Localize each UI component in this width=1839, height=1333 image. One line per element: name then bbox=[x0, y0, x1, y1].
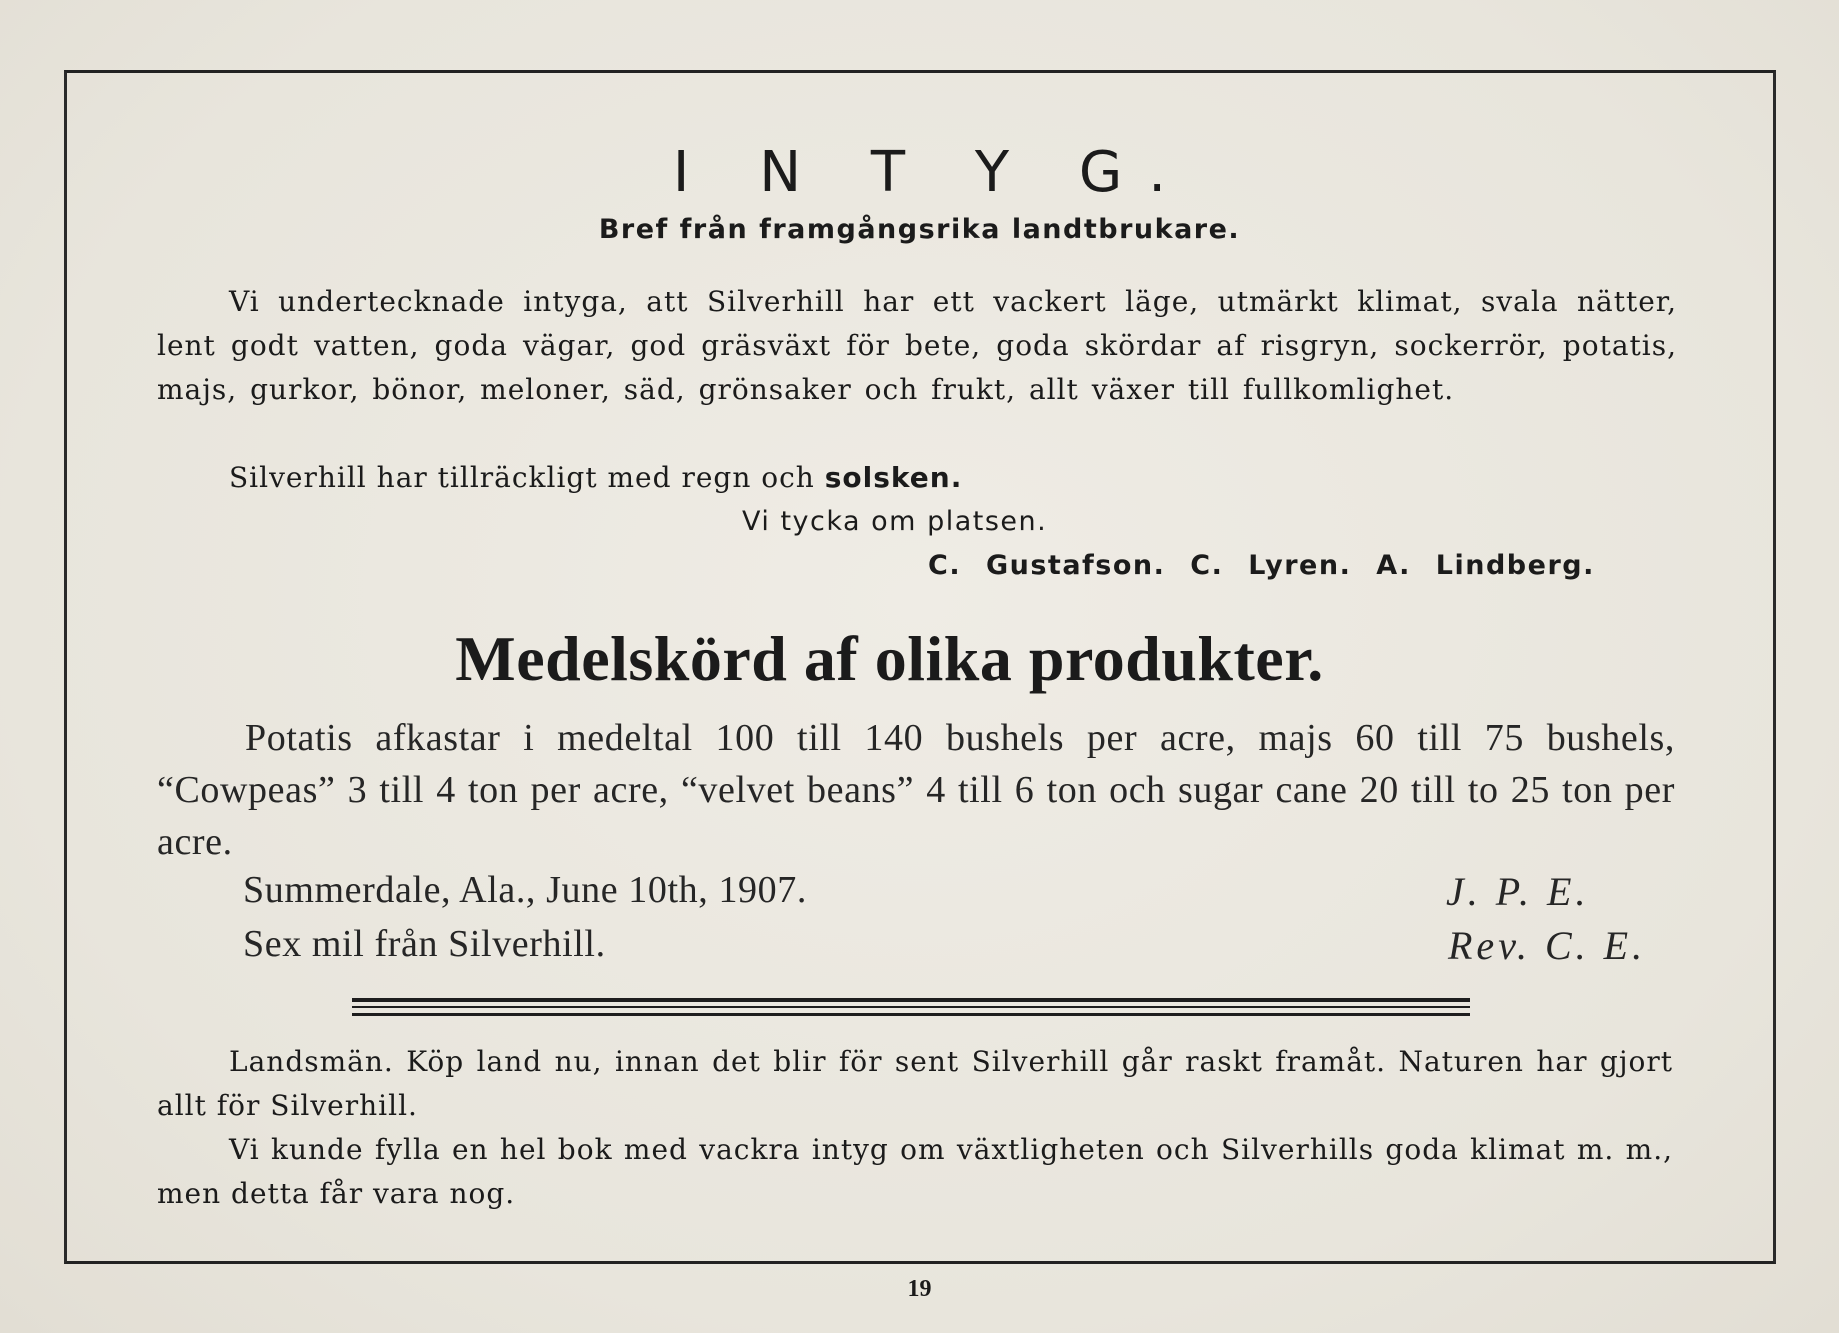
yield-heading: Medelskörd af olika produkter. bbox=[455, 623, 1324, 694]
page-number: 19 bbox=[907, 1276, 932, 1302]
testimonial-paragraph: Vi undertecknade intyga, att Silverhill har ett vackert läge, utmärkt klimat, svala nätter, lent godt vatten, goda vägar, god gräsväxt för bete, goda skördar af risgryn, sockerrör, potatis, majs, gurkor, bönor, meloner, säd, grönsaker och frukt, allt växer till fullkomlighet. bbox=[157, 285, 1677, 406]
yield-paragraph: Potatis afkastar i medeltal 100 till 140 bushels per acre, majs 60 till 75 bushels, “Cowpeas” 3 till 4 ton per acre, “velvet beans” 4 till 6 ton och sugar cane 20 till to 25 ton per acre. bbox=[157, 717, 1675, 863]
closing-paragraph-1: Landsmän. Köp land nu, innan det blir för sent Silverhill går raskt framåt. Naturen har gjort allt för Silverhill. bbox=[157, 1045, 1673, 1122]
distance-line: Sex mil från Silverhill. bbox=[243, 923, 606, 965]
rain-line-text: Silverhill har tillräckligt med regn och bbox=[229, 461, 815, 494]
page-subtitle: Bref från framgångsrika landtbrukare. bbox=[598, 214, 1241, 245]
divider-rule bbox=[352, 1006, 1470, 1008]
like-place-line: Vi tycka om platsen. bbox=[742, 506, 1048, 537]
initials-jpe: J. P. E. bbox=[1446, 869, 1590, 914]
divider-rule bbox=[352, 1013, 1470, 1016]
divider-rule bbox=[352, 998, 1470, 1002]
sunshine-word: solsken. bbox=[824, 461, 963, 494]
rain-sunshine-line bbox=[229, 456, 962, 500]
closing-paragraph-2: Vi kunde fylla en hel bok med vackra intyg om växtligheten och Silverhills goda klimat m. m., men detta får vara nog. bbox=[157, 1133, 1673, 1210]
signers-line: C. Gustafson. C. Lyren. A. Lindberg. bbox=[928, 550, 1595, 581]
place-date-line: Summerdale, Ala., June 10th, 1907. bbox=[243, 869, 807, 911]
page-title: I N T Y G. bbox=[672, 140, 1193, 205]
initials-rev-ce: Rev. C. E. bbox=[1448, 923, 1647, 968]
